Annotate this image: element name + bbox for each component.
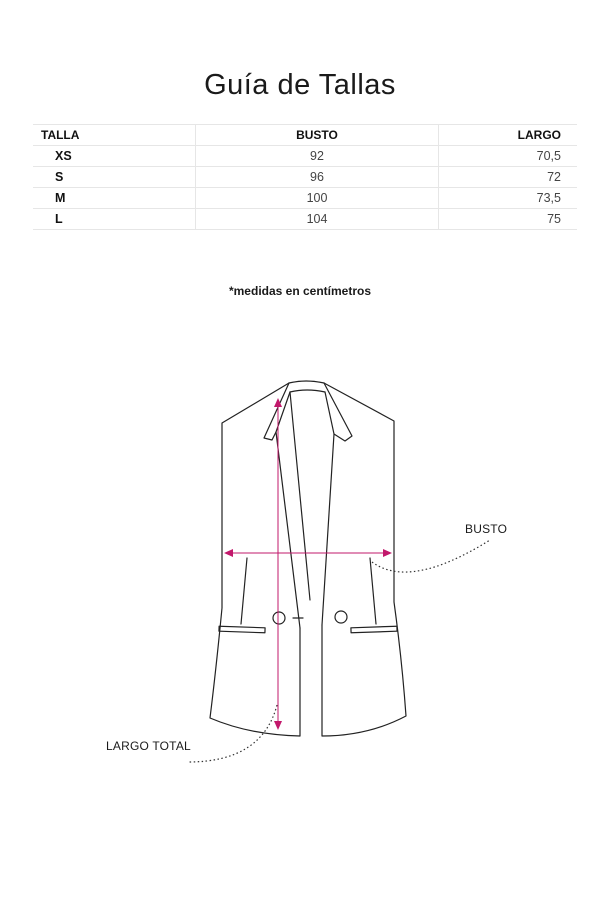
table-header-row: [33, 125, 577, 146]
cell-busto: 104: [196, 209, 439, 230]
cell-largo: 75: [439, 209, 578, 230]
cell-largo: 73,5: [439, 188, 578, 209]
measure-lines: [224, 398, 392, 730]
cell-busto: 100: [196, 188, 439, 209]
vest-outline: [210, 381, 406, 736]
table-row: [33, 167, 577, 188]
vest-diagram: [0, 360, 600, 800]
cell-busto: 92: [196, 146, 439, 167]
cell-talla: XS: [33, 146, 196, 167]
table-row: [33, 146, 577, 167]
header-busto: BUSTO: [196, 125, 439, 146]
header-largo: LARGO: [439, 125, 578, 146]
cell-talla: M: [33, 188, 196, 209]
largo-total-label: LARGO TOTAL: [106, 739, 191, 753]
cell-talla: L: [33, 209, 196, 230]
cell-largo: 72: [439, 167, 578, 188]
size-table: [33, 124, 577, 230]
table-row: [33, 188, 577, 209]
cell-busto: 96: [196, 167, 439, 188]
header-talla: TALLA: [33, 125, 196, 146]
table-row: [33, 209, 577, 230]
leader-lines: [188, 540, 490, 762]
busto-label: BUSTO: [465, 522, 508, 536]
measurement-note: *medidas en centímetros: [228, 284, 372, 298]
cell-largo: 70,5: [439, 146, 578, 167]
page-title: Guía de Tallas: [204, 69, 396, 102]
cell-talla: S: [33, 167, 196, 188]
